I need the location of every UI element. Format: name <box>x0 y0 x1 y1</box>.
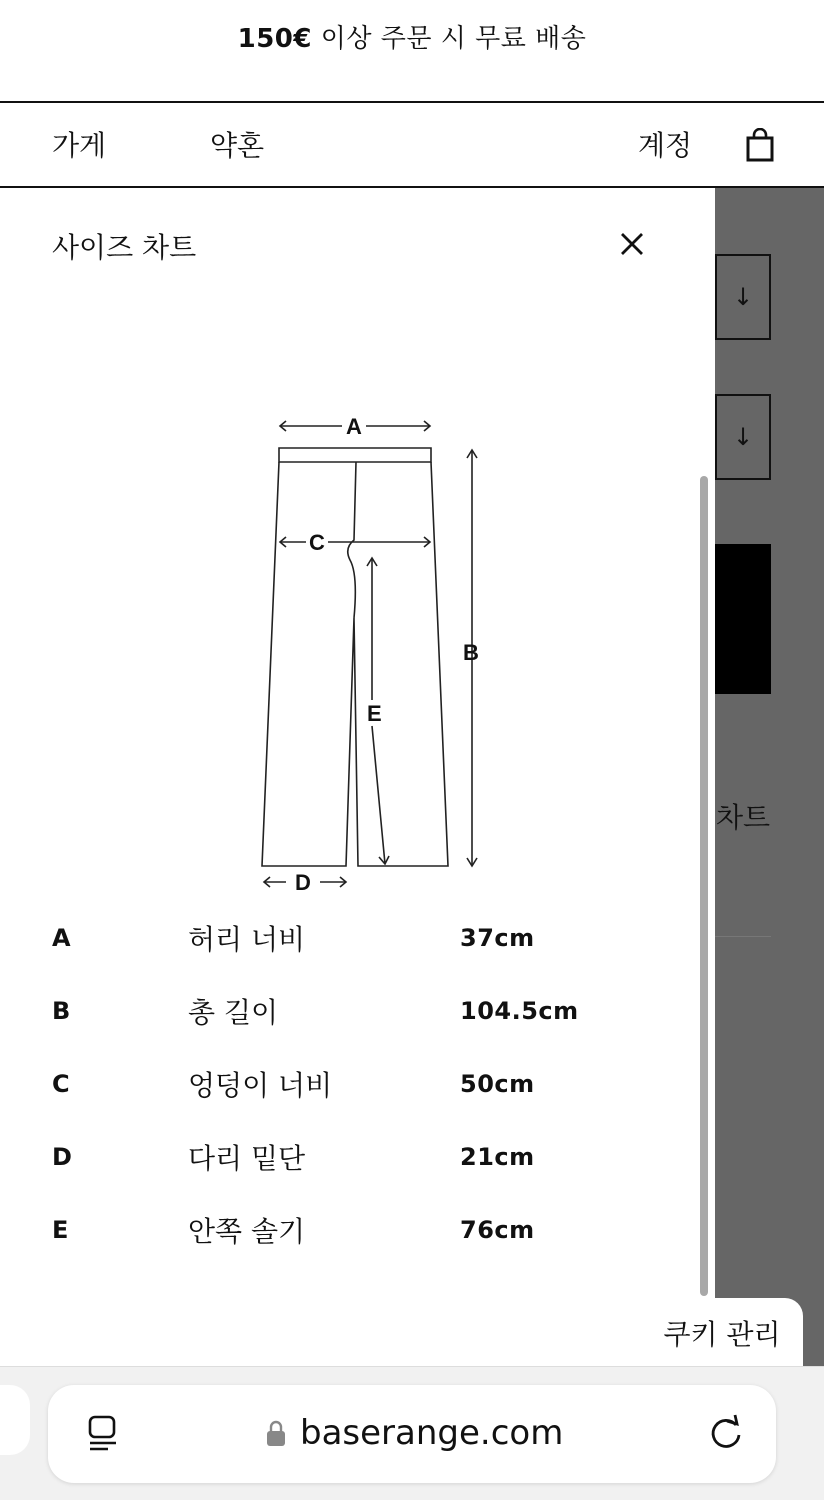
measure-code: D <box>52 1143 72 1171</box>
measure-label: 허리 너비 <box>188 923 306 956</box>
measure-value: 104.5cm <box>460 997 579 1025</box>
size-chart-panel <box>0 188 715 1368</box>
main-nav <box>0 104 824 188</box>
nav-terms[interactable]: 약혼 <box>210 129 265 162</box>
previous-tab[interactable] <box>0 1385 30 1455</box>
divider <box>715 936 771 937</box>
diagram-label-e: E <box>367 701 382 726</box>
reload-icon[interactable] <box>706 1413 746 1453</box>
cookie-settings-button[interactable]: 쿠키 관리 <box>641 1298 803 1368</box>
add-to-cart-button <box>715 544 771 694</box>
measure-label: 다리 밑단 <box>188 1142 306 1175</box>
chevron-down-icon: ↓ <box>732 283 754 311</box>
measure-code: C <box>52 1070 70 1098</box>
reader-mode-icon[interactable] <box>86 1414 120 1454</box>
page-backdrop[interactable] <box>715 188 824 1368</box>
dropdown-button <box>715 394 771 480</box>
lock-icon <box>266 1419 286 1447</box>
size-chart-link: 차트 <box>716 801 771 834</box>
table-row <box>52 916 652 989</box>
promo-banner <box>0 0 824 103</box>
table-row <box>52 1208 652 1281</box>
promo-amount: 150€ <box>237 24 312 54</box>
table-row <box>52 989 652 1062</box>
panel-title: 사이즈 차트 <box>52 231 197 264</box>
diagram-label-d: D <box>295 870 311 895</box>
url-text[interactable]: baserange.com <box>300 1413 564 1453</box>
table-row <box>52 1135 652 1208</box>
measure-value: 21cm <box>460 1143 535 1171</box>
measure-value: 50cm <box>460 1070 535 1098</box>
table-row <box>52 1062 652 1135</box>
measure-label: 안쪽 솔기 <box>188 1215 306 1248</box>
shopping-bag-icon[interactable] <box>746 128 774 162</box>
size-table <box>52 916 652 1281</box>
measure-code: B <box>52 997 71 1025</box>
dropdown-button <box>715 254 771 340</box>
measure-value: 76cm <box>460 1216 535 1244</box>
chevron-down-icon: ↓ <box>732 423 754 451</box>
measure-label: 엉덩이 너비 <box>188 1069 333 1102</box>
pants-diagram <box>250 408 500 908</box>
browser-toolbar <box>0 1366 824 1500</box>
diagram-label-c: C <box>309 530 325 555</box>
measure-code: E <box>52 1216 69 1244</box>
diagram-label-a: A <box>346 414 362 439</box>
measure-code: A <box>52 924 71 952</box>
diagram-label-b: B <box>463 640 479 665</box>
nav-shop[interactable]: 가게 <box>52 129 107 162</box>
panel-scrollbar[interactable] <box>700 476 708 1296</box>
promo-text: 150€ 이상 주문 시 무료 배송 <box>237 24 587 54</box>
measure-value: 37cm <box>460 924 535 952</box>
measure-label: 총 길이 <box>188 996 279 1029</box>
close-icon[interactable] <box>614 226 650 262</box>
nav-account[interactable]: 계정 <box>638 129 693 162</box>
address-bar[interactable] <box>48 1385 776 1483</box>
